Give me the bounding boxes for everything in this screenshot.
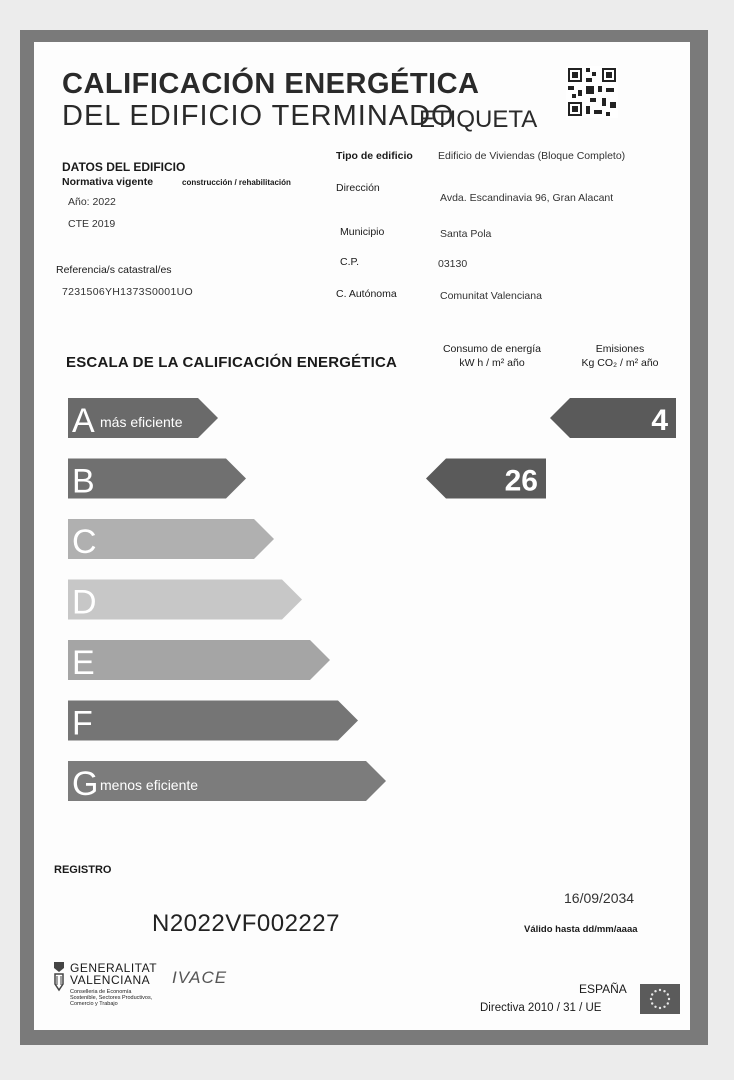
consumption-indicator-value: 26 (504, 464, 538, 498)
generalitat-crest-icon (52, 960, 66, 996)
regulation-year: Año: 2022 (68, 196, 116, 208)
band-letter-a: A (72, 402, 95, 440)
consumption-indicator (426, 459, 546, 499)
eu-flag-icon (640, 984, 680, 1014)
band-letter-c: C (72, 523, 97, 561)
building-type-value: Edificio de Viviendas (Bloque Completo) (438, 150, 626, 162)
address-label: Dirección (336, 182, 380, 194)
band-letter-d: D (72, 583, 97, 622)
regulation-label: Normativa vigente (62, 176, 154, 188)
cadastral-value: 7231506YH1373S0001UO (62, 286, 193, 298)
band-note-g: menos eficiente (100, 777, 199, 793)
building-data-heading: DATOS DEL EDIFICIO (62, 160, 186, 174)
energy-band-c (68, 519, 274, 561)
country-label: ESPAÑA (579, 982, 627, 996)
energy-band-a (68, 398, 218, 440)
energy-band-g (68, 761, 386, 803)
region-value: Comunitat Valenciana (440, 290, 542, 302)
conselleria-line-1: Conselleria de Economía (70, 989, 132, 995)
energy-band-d (68, 580, 302, 622)
municipality-label: Municipio (340, 226, 385, 238)
valid-until-label: Válido hasta dd/mm/aaaa (524, 924, 638, 935)
energy-band-b (68, 459, 246, 501)
valid-until-date: 16/09/2034 (564, 890, 635, 906)
consumption-unit: kW h / m² año (459, 357, 525, 369)
label-frame (20, 30, 708, 1045)
band-letter-b: B (72, 462, 95, 501)
band-arrow-d (68, 580, 302, 620)
energy-band-e (68, 640, 330, 682)
emissions-indicator (550, 398, 676, 438)
title-line-1: CALIFICACIÓN ENERGÉTICA (62, 68, 480, 100)
registry-label: REGISTRO (54, 864, 112, 876)
regulation-note: construcción / rehabilitación (182, 178, 291, 187)
consumption-title: Consumo de energía (442, 343, 542, 355)
generalitat-line-2: VALENCIANA (70, 973, 151, 987)
cadastral-label: Referencia/s catastral/es (56, 264, 172, 276)
ivace-logo: IVACE (172, 968, 228, 987)
scale-title: ESCALA DE LA CALIFICACIÓN ENERGÉTICA (66, 354, 398, 371)
title-label-word: ETIQUETA (419, 106, 538, 133)
band-arrow-e (68, 640, 330, 680)
energy-band-f (68, 701, 358, 743)
directive-label: Directiva 2010 / 31 / UE (480, 1002, 602, 1014)
address-value: Avda. Escandinavia 96, Gran Alacant (440, 192, 614, 204)
building-type-label: Tipo de edificio (336, 150, 413, 162)
registry-number: N2022VF002227 (152, 910, 340, 937)
emissions-unit: Kg CO₂ / m² año (581, 357, 659, 369)
band-letter-g: G (72, 765, 99, 803)
energy-label (34, 42, 690, 1030)
generalitat-line-1: GENERALITAT (70, 961, 158, 975)
band-arrow-f (68, 701, 358, 741)
municipality-value: Santa Pola (440, 228, 492, 240)
band-arrow-c (68, 519, 274, 559)
band-arrow-b (68, 459, 246, 499)
region-label: C. Autónoma (336, 288, 397, 300)
band-letter-e: E (72, 644, 95, 682)
band-letter-f: F (72, 704, 93, 743)
conselleria-line-3: Comercio y Trabajo (70, 1001, 118, 1007)
postal-code-label: C.P. (340, 256, 360, 268)
rating-scale (34, 42, 690, 1030)
conselleria-line-2: Sostenible, Sectores Productivos, (70, 995, 153, 1001)
postal-code-value: 03130 (438, 258, 468, 270)
title-line-2: DEL EDIFICIO TERMINADO (62, 100, 455, 132)
emissions-title: Emisiones (595, 343, 645, 355)
emissions-indicator-value: 4 (651, 404, 668, 437)
regulation-code: CTE 2019 (68, 218, 116, 230)
band-note-a: más eficiente (100, 414, 183, 430)
